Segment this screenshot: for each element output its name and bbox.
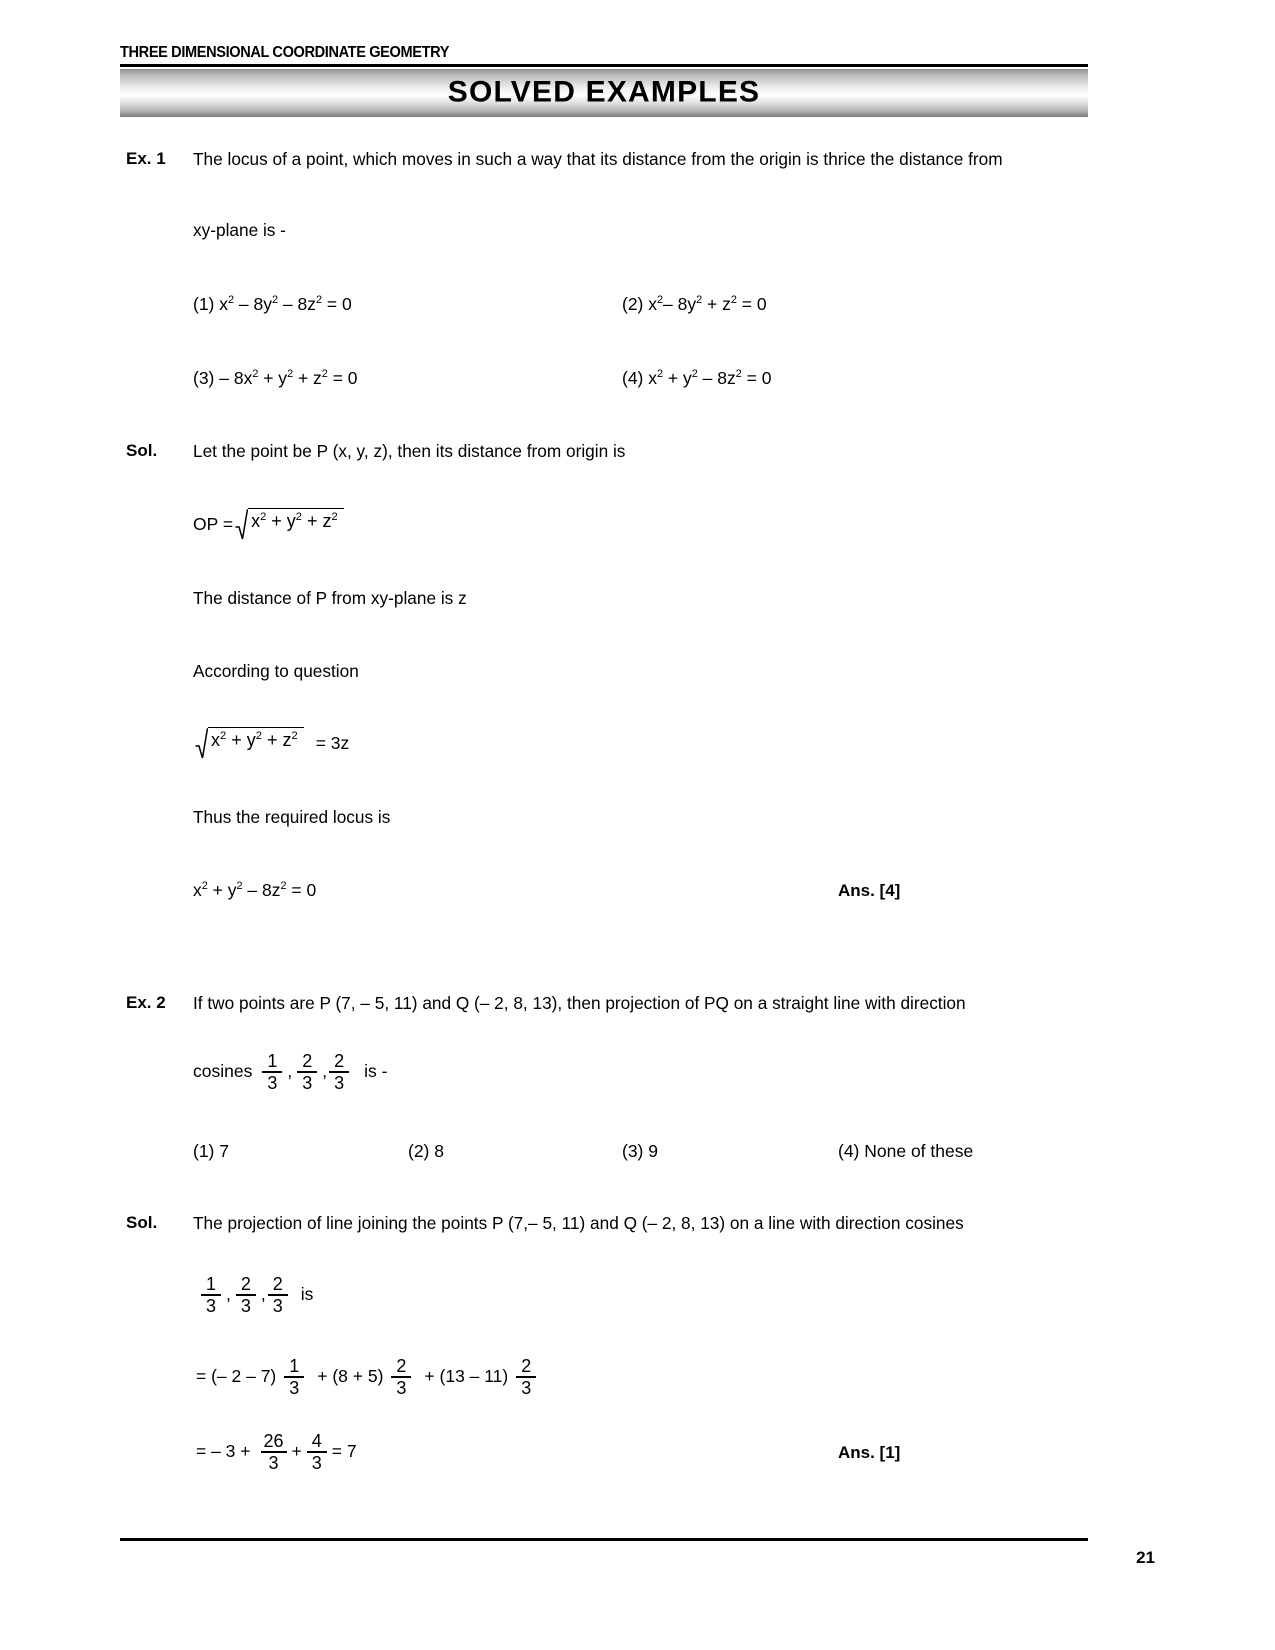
calc-fraction-3 [516, 1357, 536, 1397]
denominator: 3 [289, 1377, 300, 1398]
running-head: THREE DIMENSIONAL COORDINATE GEOMETRY [120, 44, 450, 61]
option-1-text-b: – 8y [234, 294, 272, 314]
example-1-sol-tag: Sol. [126, 441, 158, 460]
cosines-prefix: cosines [193, 1061, 253, 1082]
example-1-sol-line-2: The distance of P from xy-plane is z [193, 588, 467, 608]
example-1-op-equation [193, 508, 344, 540]
calc2-fraction-26-3 [261, 1432, 287, 1472]
example-1-option-2[interactable]: (2) $x^2-$ $8y^2 + z^2 = 0$ [622, 294, 767, 314]
denominator: 3 [272, 1295, 283, 1316]
op-rad-y: + y [266, 511, 296, 531]
radical-glyph [235, 508, 248, 540]
op-rad-z: + z [302, 511, 332, 531]
denominator: 3 [334, 1072, 345, 1093]
example-1-tag: Ex. 1 [126, 149, 166, 168]
op-label: OP = [193, 513, 234, 534]
comma-1: , [226, 1284, 231, 1305]
example-2-option-1[interactable]: (1) 7 [193, 1141, 229, 1161]
example-1-question-line-1: The locus of a point, which moves in such a way that its distance from the origin is thrice the distance from [193, 149, 1003, 169]
fraction-2-3-a [297, 1052, 317, 1092]
calc-term-1: = (– 2 – 7) [196, 1366, 277, 1387]
denominator: 3 [240, 1295, 251, 1316]
sqrt-symbol-condition [195, 727, 304, 759]
example-2-cosines-line [193, 1052, 387, 1092]
numerator: 2 [334, 1051, 345, 1071]
example-1-answer: Ans. [4] [838, 881, 901, 900]
calc-term-3: + (13 – 11) [424, 1366, 509, 1387]
locus-end: = 0 [286, 880, 317, 900]
calc-term-2: + (8 + 5) [317, 1366, 384, 1387]
numerator: 2 [521, 1356, 532, 1376]
denominator: 3 [268, 1452, 279, 1473]
comma-1: , [287, 1061, 293, 1082]
option-4-text-d: = 0 [741, 368, 772, 388]
numerator: 26 [263, 1431, 284, 1451]
sqrt-symbol-op [235, 508, 344, 540]
option-1-text-c: – 8z [278, 294, 316, 314]
denominator: 3 [311, 1452, 322, 1473]
page-number: 21 [1136, 1548, 1155, 1567]
denominator: 3 [396, 1377, 407, 1398]
solved-examples-banner [120, 69, 1088, 117]
op-radicand: $x^2 + y^2 + z^2$ [248, 508, 344, 540]
numerator: 2 [272, 1274, 283, 1294]
comma-2: , [322, 1061, 328, 1082]
numerator: 2 [396, 1356, 407, 1376]
denominator: 3 [267, 1072, 278, 1093]
option-2-text-c: + z [702, 294, 731, 314]
option-1-text-d: = 0 [322, 294, 352, 314]
example-2-question-line-1: If two points are P (7, – 5, 11) and Q (– 2, 8, 13), then projection of PQ on a straight line with direction [193, 993, 966, 1013]
example-2-sol-line-1: The projection of line joining the points P (7,– 5, 11) and Q (– 2, 8, 13) on a line with direction cosines [193, 1213, 964, 1233]
sol-fraction-2-3-b [268, 1275, 288, 1315]
numerator: 1 [289, 1356, 300, 1376]
header-rule [120, 64, 1088, 67]
calc2-term-2: + [291, 1441, 302, 1462]
condition-rhs: = 3z [315, 732, 350, 753]
option-3-text-c: + z [293, 368, 322, 388]
example-2-calc-line-1 [196, 1357, 541, 1397]
eq-rad-y: + y [226, 730, 256, 750]
denominator: 3 [521, 1377, 532, 1398]
cosines-suffix: is - [364, 1061, 388, 1082]
example-2-sol-tag: Sol. [126, 1213, 158, 1232]
example-1-sol-line-4: Thus the required locus is [193, 807, 391, 827]
option-2-text-d: = 0 [736, 294, 767, 314]
numerator: 1 [267, 1051, 278, 1071]
example-2-option-2[interactable]: (2) 8 [408, 1141, 444, 1161]
sol-fracs-suffix: is [300, 1284, 314, 1305]
option-3-text: (3) – 8x [193, 368, 253, 388]
option-2-text-b: – 8y [663, 294, 697, 314]
example-1-locus-result: $x^2 + y^2 - 8z^2 = 0$ [193, 880, 317, 900]
option-4-text-c: – 8z [697, 368, 736, 388]
example-1-question-line-2: xy-plane is - [193, 220, 286, 240]
calc-fraction-2 [391, 1357, 411, 1397]
example-1-option-3[interactable]: $(3) - 8x^2 + y^2 + z^2 = 0$ [193, 368, 358, 388]
example-1-sol-line-1: Let the point be P (x, y, z), then its distance from origin is [193, 441, 626, 461]
comma-2: , [260, 1284, 266, 1305]
denominator: 3 [302, 1072, 313, 1093]
locus-y: + y [207, 880, 237, 900]
option-4-text-b: + y [663, 368, 692, 388]
example-1-option-4[interactable]: (4) $x^2 + y^2 - 8z^2 = 0$ [622, 368, 772, 388]
radical-glyph-2 [195, 727, 208, 759]
option-1-text: (1) x [193, 294, 228, 314]
option-3-text-b: + y [258, 368, 288, 388]
example-2-option-3[interactable]: (3) 9 [622, 1141, 658, 1161]
sol-fraction-1-3 [201, 1275, 221, 1315]
example-1-sol-line-3: According to question [193, 661, 359, 681]
radical-svg-2 [195, 727, 208, 759]
numerator: 2 [240, 1274, 251, 1294]
condition-radicand: $x^2 + y^2 + z^2$ [208, 727, 304, 759]
numerator: 2 [302, 1051, 313, 1071]
example-1-option-1[interactable]: (1) $x^2 - 8y^2 - 8z^2 = 0$ [193, 294, 352, 314]
example-2-sol-fractions-line [196, 1275, 313, 1315]
eq-rad-z: + z [261, 730, 292, 750]
op-rad-x: x [251, 511, 261, 531]
denominator: 3 [205, 1295, 216, 1316]
banner-title: SOLVED EXAMPLES [447, 75, 761, 109]
fraction-2-3-b [329, 1052, 349, 1092]
option-4-text: (4) x [622, 368, 657, 388]
calc2-term-1: = – 3 + [196, 1441, 251, 1462]
example-2-option-4[interactable]: (4) None of these [838, 1141, 974, 1161]
locus-x: x [193, 880, 202, 900]
example-2-tag: Ex. 2 [126, 993, 166, 1012]
fraction-1-3 [262, 1052, 282, 1092]
locus-z: – 8z [242, 880, 281, 900]
calc2-term-3: = 7 [331, 1441, 357, 1462]
numerator: 4 [311, 1431, 322, 1451]
calc-fraction-1 [284, 1357, 304, 1397]
calc2-fraction-4-3 [307, 1432, 327, 1472]
option-2-text: (2) x [622, 294, 657, 314]
radical-svg [235, 508, 248, 540]
sol-fraction-2-3-a [236, 1275, 256, 1315]
footer-rule [120, 1538, 1088, 1541]
example-2-answer: Ans. [1] [838, 1443, 901, 1462]
option-3-text-d: = 0 [327, 368, 358, 388]
example-2-calc-line-2 [196, 1432, 357, 1472]
example-1-condition-equation [193, 727, 349, 759]
numerator: 1 [205, 1274, 216, 1294]
eq-rad-x: x [211, 730, 220, 750]
